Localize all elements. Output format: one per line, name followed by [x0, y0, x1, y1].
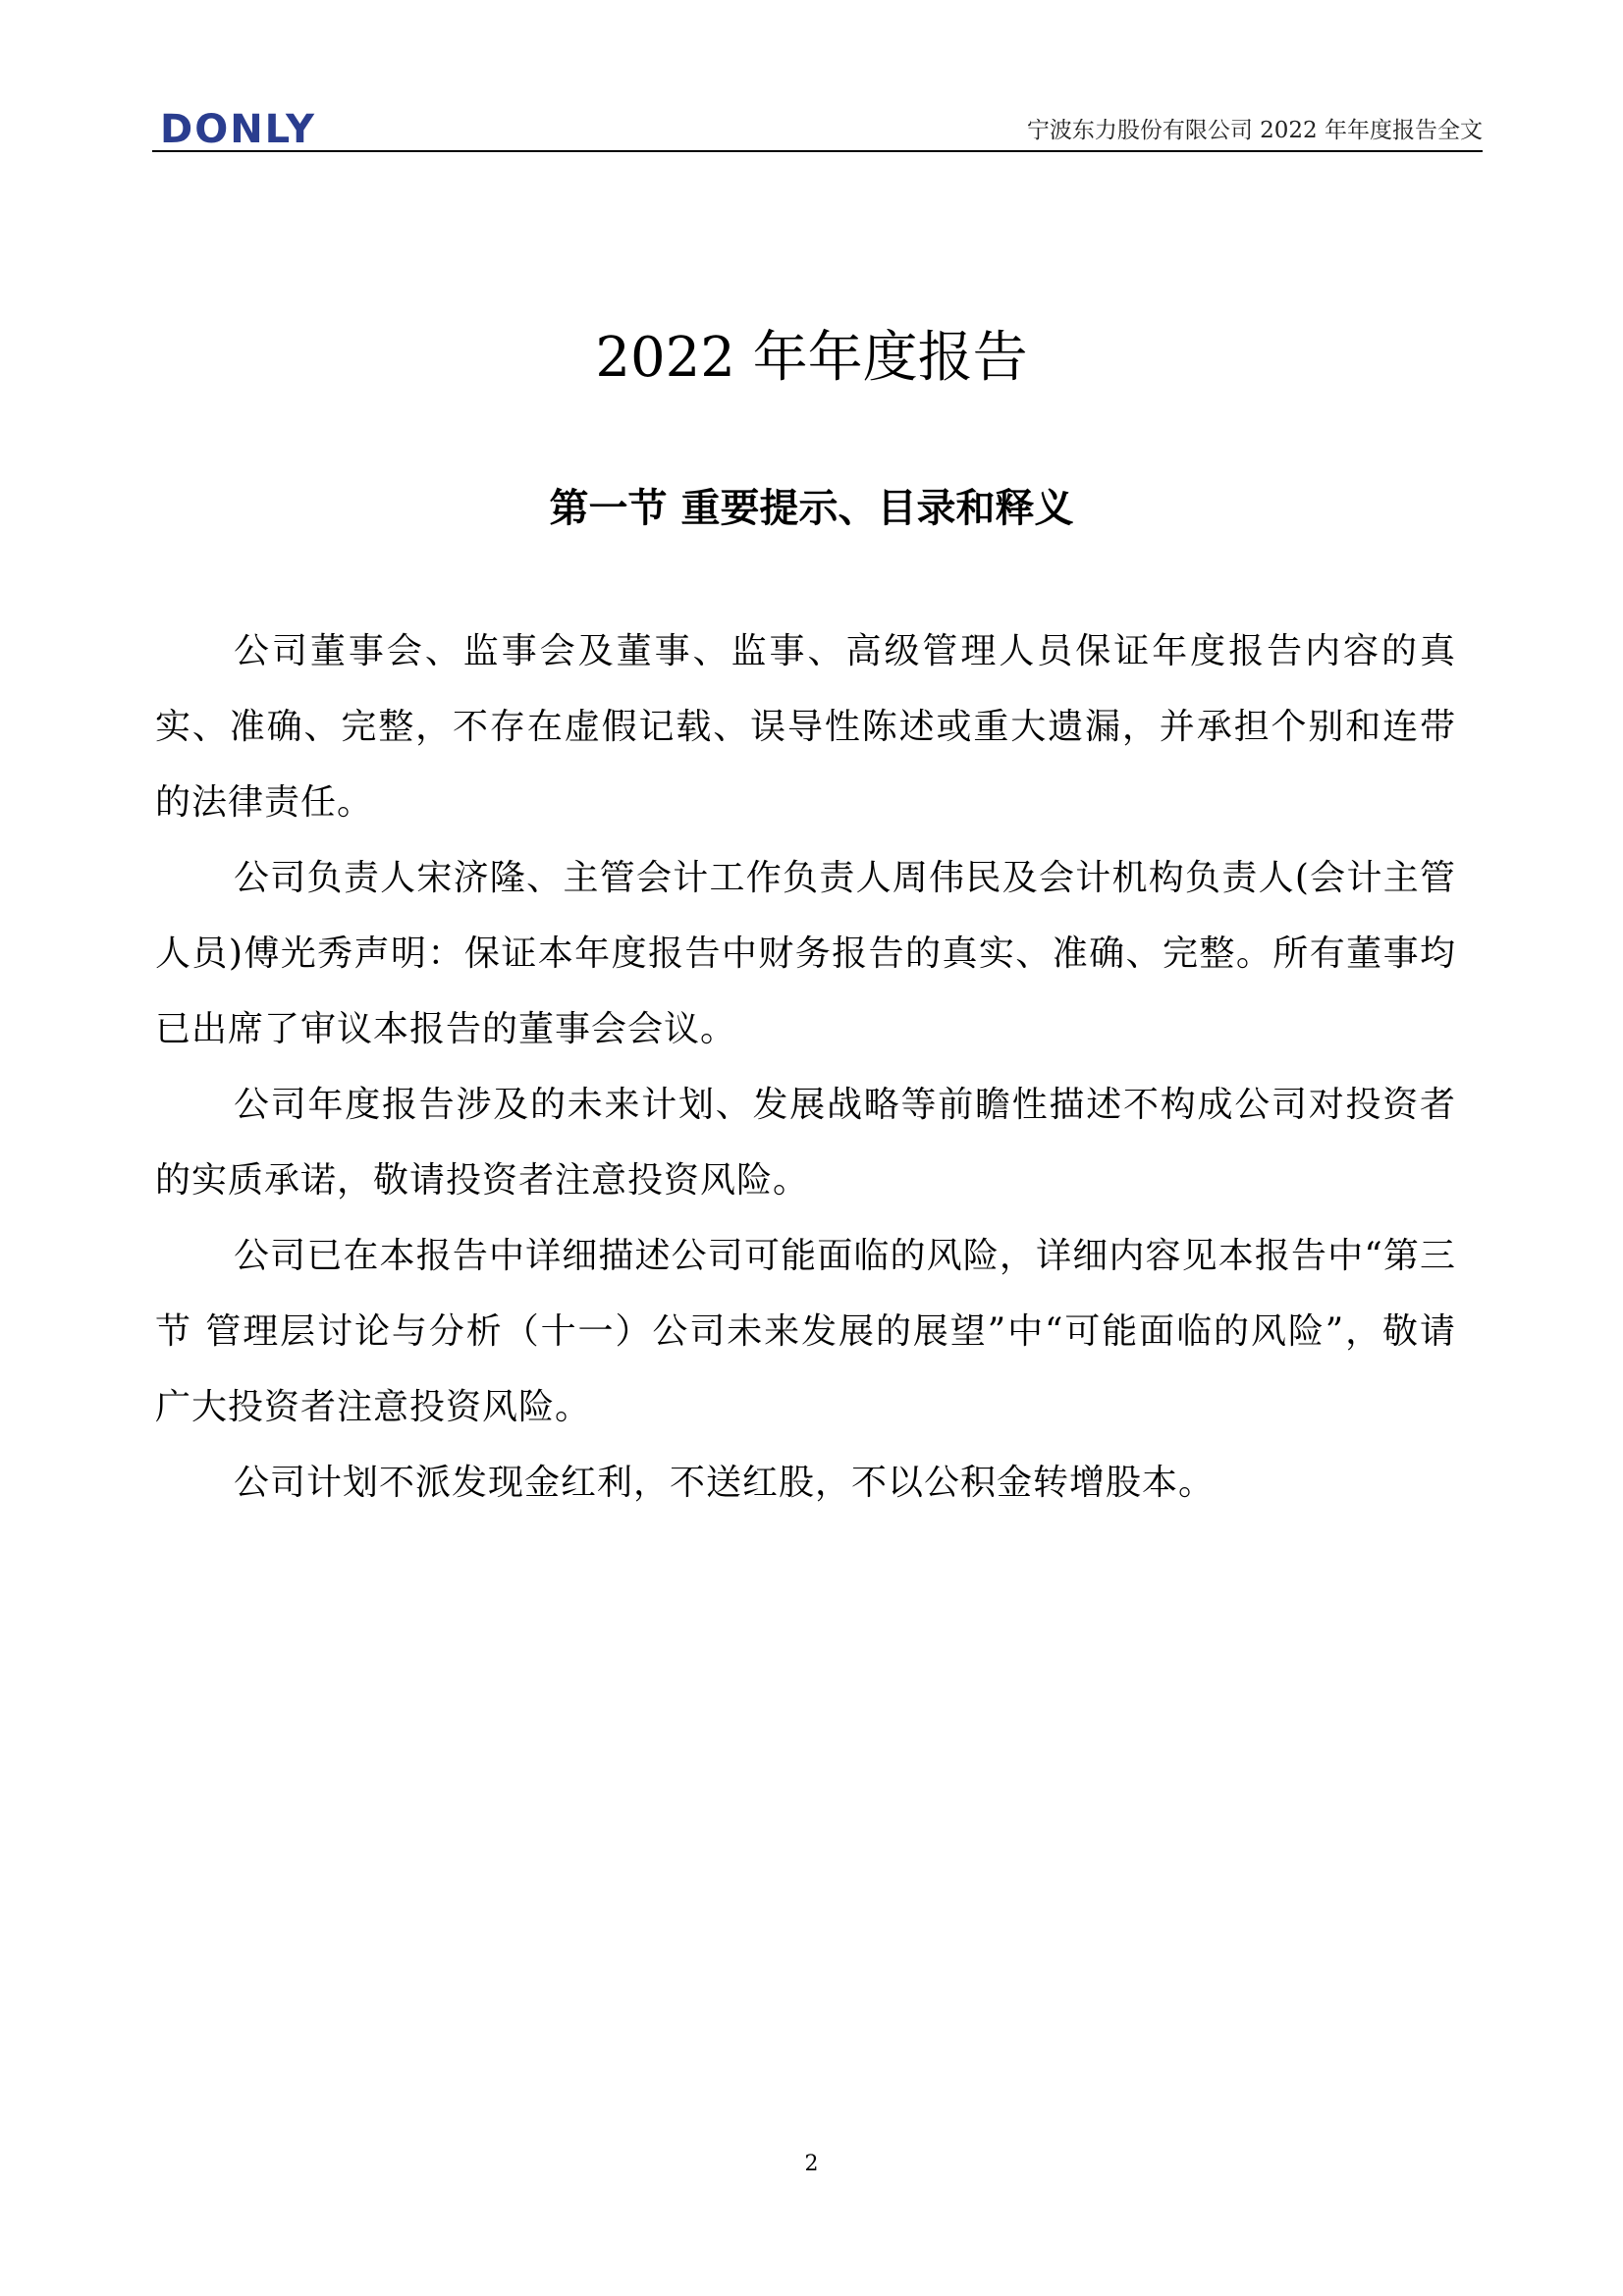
paragraph-dividend-plan: 公司计划不派发现金红利，不送红股，不以公积金转增股本。 [234, 1463, 1216, 1503]
paragraph-board-guarantee: 公司董事会、监事会及董事、监事、高级管理人员保证年度报告内容的真实、准确、完整，不存在虚假记载、误导性陈述或重大遗漏，并承担个别和连带的法律责任。 [155, 631, 1456, 823]
page-header [152, 106, 1483, 153]
body-text [155, 614, 1456, 1521]
header-divider [152, 150, 1483, 152]
paragraph-responsible-persons: 公司负责人宋济隆、主管会计工作负责人周伟民及会计机构负责人(会计主管人员)傅光秀声明：保证本年度报告中财务报告的真实、准确、完整。所有董事均已出席了审议本报告的董事会会议。 [155, 858, 1456, 1049]
report-title: 2022 年年度报告 [595, 326, 1028, 390]
paragraph-forward-looking: 公司年度报告涉及的未来计划、发展战略等前瞻性描述不构成公司对投资者的实质承诺，敬请投资者注意投资风险。 [155, 1085, 1456, 1201]
company-logo: DONLY [160, 107, 316, 152]
section-title: 第一节 重要提示、目录和释义 [549, 486, 1074, 531]
page-number: 2 [804, 2152, 819, 2176]
paragraph-risk-notice: 公司已在本报告中详细描述公司可能面临的风险，详细内容见本报告中“第三节 管理层讨论与分析（十一）公司未来发展的展望”中“可能面临的风险”，敬请广大投资者注意投资风险。 [155, 1236, 1456, 1427]
header-report-title: 宁波东力股份有限公司 2022 年年度报告全文 [1026, 118, 1483, 143]
